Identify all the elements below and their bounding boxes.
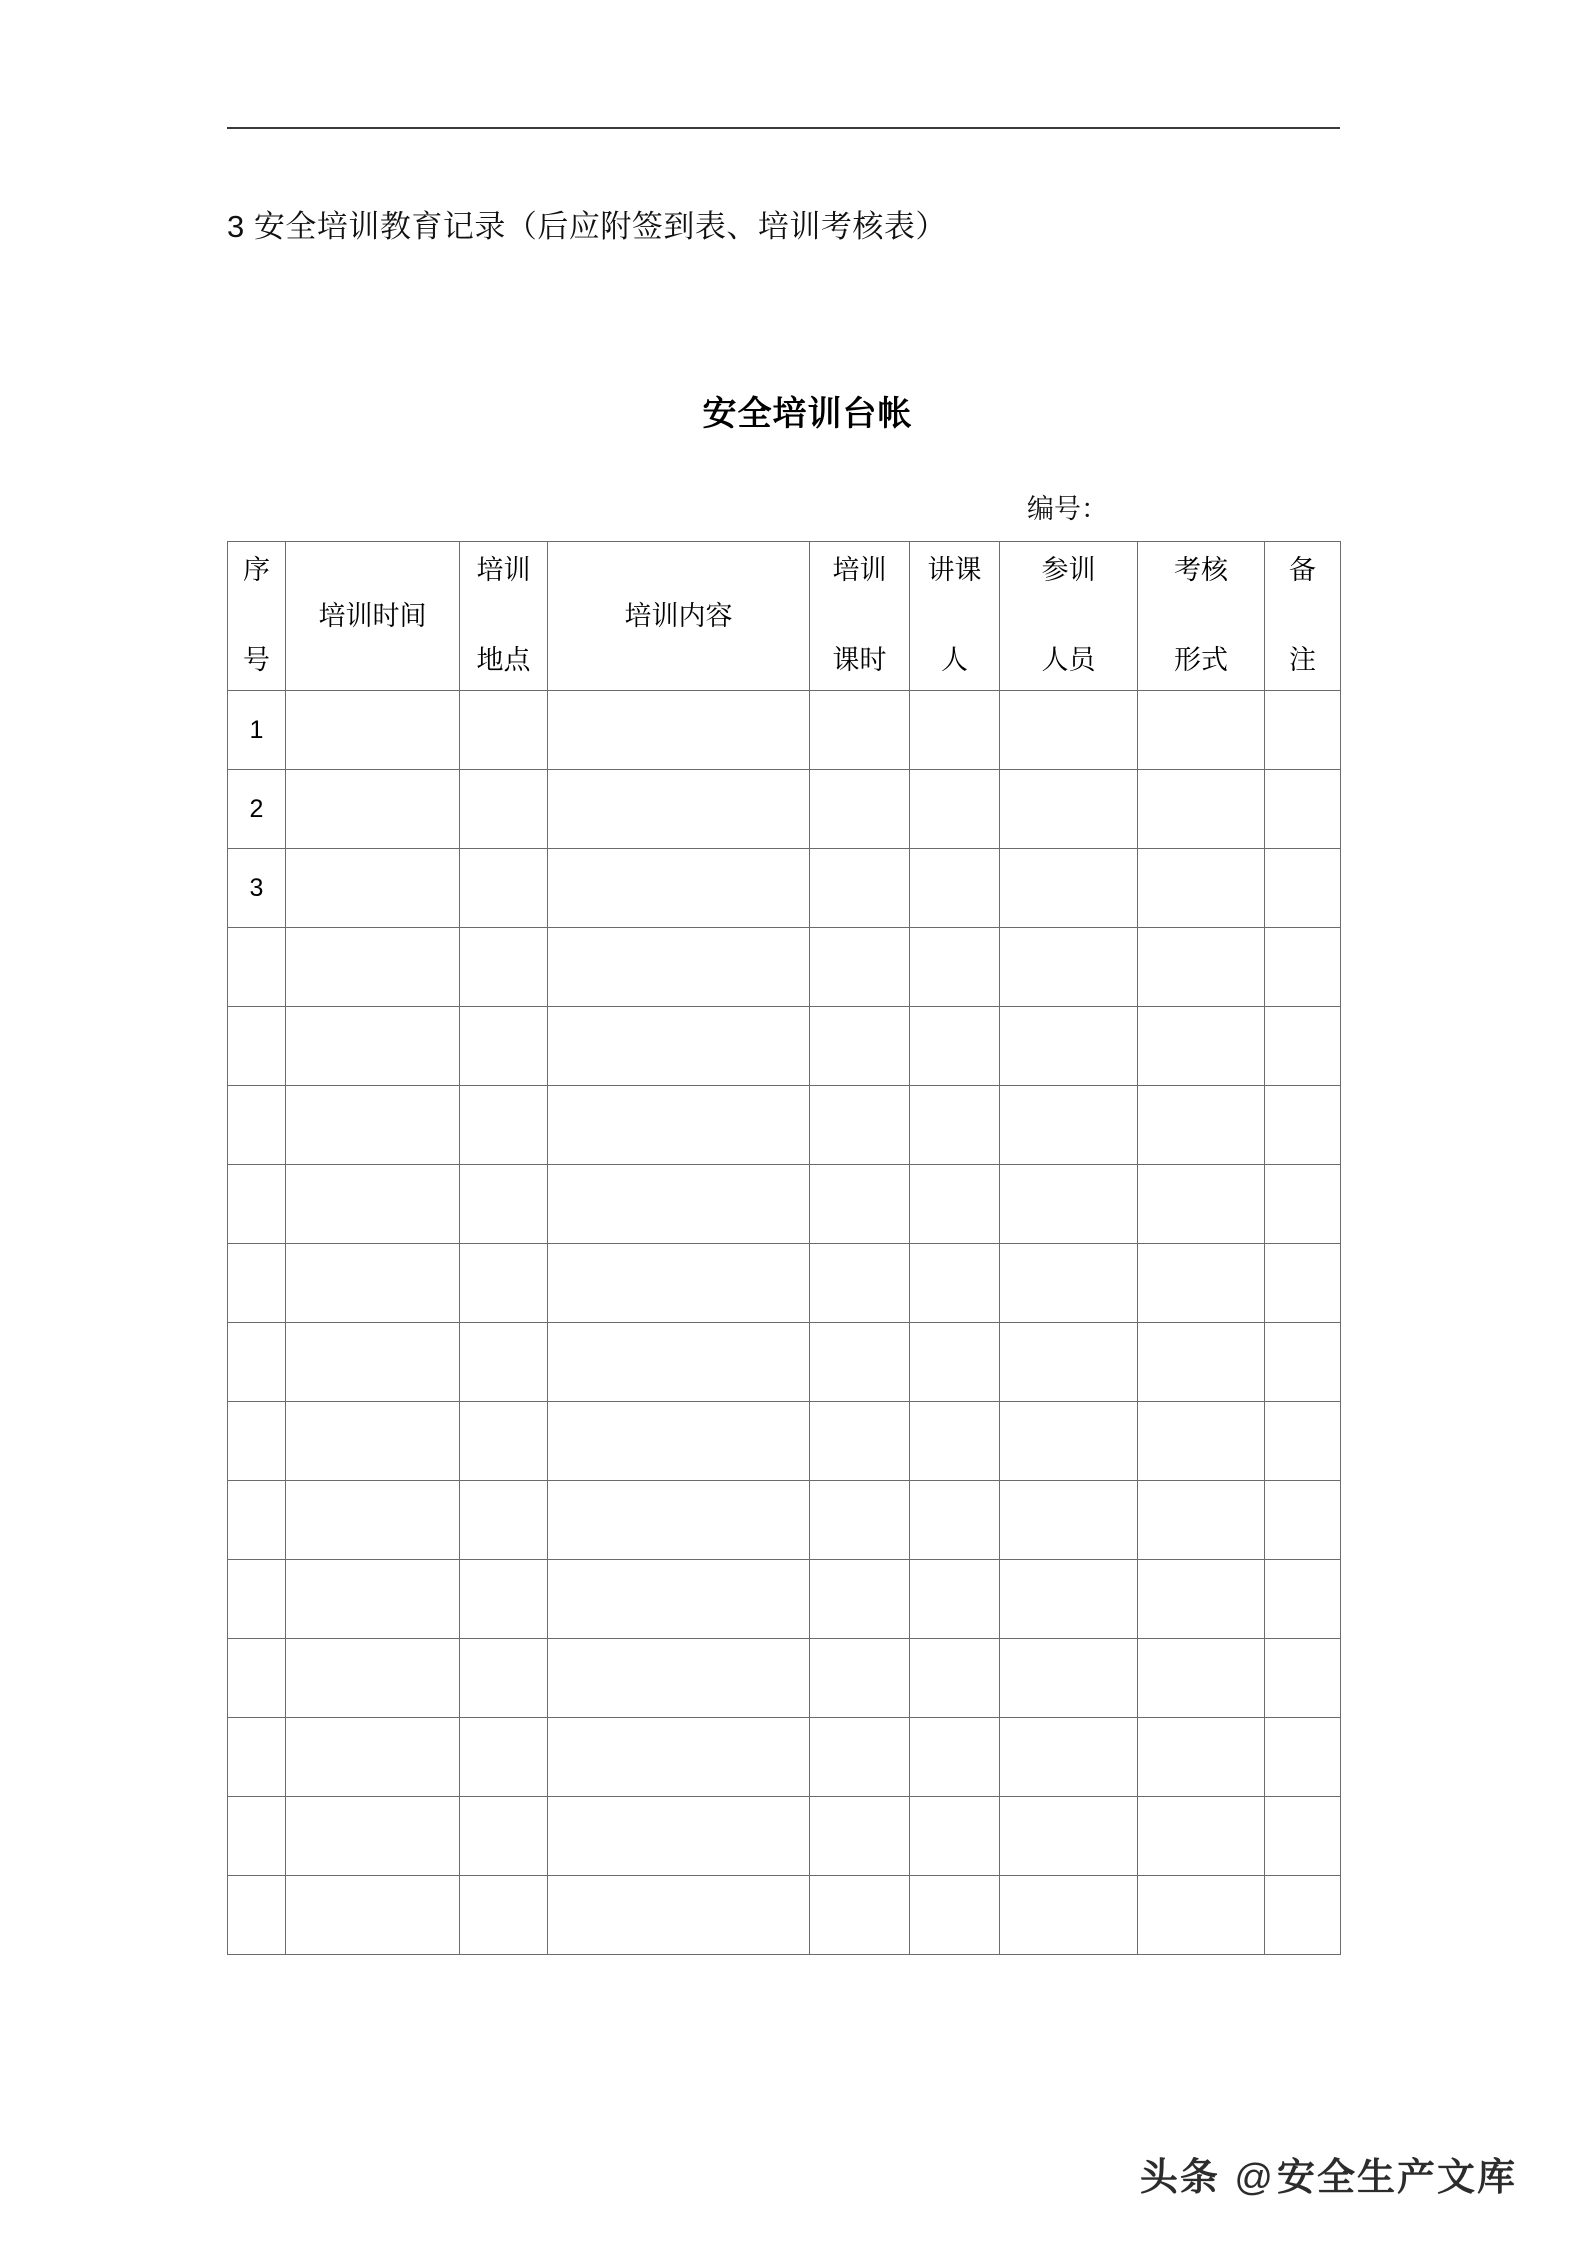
- header-line-hours-0: 培训: [832, 555, 887, 585]
- table-cell-exam[interactable]: [1138, 1560, 1265, 1639]
- table-cell-hours[interactable]: [810, 1402, 910, 1481]
- table-cell-place[interactable]: [460, 1560, 548, 1639]
- table-cell-seq[interactable]: [228, 928, 286, 1007]
- table-row: [228, 1560, 1341, 1639]
- table-cell-time[interactable]: [286, 1560, 460, 1639]
- header-line-hours-1: 课时: [832, 645, 887, 676]
- header-line-teacher-0: 讲课: [927, 555, 982, 585]
- training-ledger-table-wrapper: [227, 541, 1340, 1955]
- header-line-time-0: 培训时间: [318, 601, 427, 631]
- table-cell-hours[interactable]: [810, 1639, 910, 1718]
- table-cell-place[interactable]: [460, 1402, 548, 1481]
- table-cell-remark[interactable]: [1265, 691, 1341, 770]
- table-cell-teacher[interactable]: [910, 849, 1000, 928]
- table-cell-place[interactable]: [460, 928, 548, 1007]
- table-cell-exam[interactable]: [1138, 1876, 1265, 1955]
- table-row: [228, 770, 1341, 849]
- table-row: [228, 1086, 1341, 1165]
- document-title: [0, 386, 1587, 435]
- table-cell-seq[interactable]: [228, 1086, 286, 1165]
- table-cell-place[interactable]: [460, 1323, 548, 1402]
- table-cell-teacher[interactable]: [910, 1797, 1000, 1876]
- table-row: [228, 1402, 1341, 1481]
- table-header-cell-exam: [1138, 542, 1265, 691]
- table-cell-remark[interactable]: [1265, 928, 1341, 1007]
- header-line-seq-0: 序: [243, 555, 270, 585]
- table-cell-hours[interactable]: [810, 691, 910, 770]
- table-cell-remark[interactable]: [1265, 1560, 1341, 1639]
- table-cell-seq[interactable]: 1: [228, 691, 286, 770]
- table-cell-teacher[interactable]: [910, 691, 1000, 770]
- table-cell-hours[interactable]: [810, 1560, 910, 1639]
- table-cell-trainees[interactable]: [1000, 1086, 1138, 1165]
- table-cell-exam[interactable]: [1138, 1639, 1265, 1718]
- table-cell-place[interactable]: [460, 1165, 548, 1244]
- table-cell-seq[interactable]: [228, 1639, 286, 1718]
- table-cell-place[interactable]: [460, 1086, 548, 1165]
- header-line-exam-1: 形式: [1174, 645, 1228, 676]
- table-cell-time[interactable]: [286, 691, 460, 770]
- table-cell-exam[interactable]: [1138, 1244, 1265, 1323]
- table-cell-teacher[interactable]: [910, 1323, 1000, 1402]
- table-cell-exam[interactable]: [1138, 849, 1265, 928]
- table-header-cell-time: [286, 542, 460, 691]
- table-cell-content[interactable]: [548, 1086, 810, 1165]
- table-cell-hours[interactable]: [810, 1244, 910, 1323]
- table-cell-remark[interactable]: [1265, 1165, 1341, 1244]
- document-title-text: 安全培训台帐: [702, 395, 913, 433]
- table-cell-exam[interactable]: [1138, 691, 1265, 770]
- table-cell-hours[interactable]: [810, 1086, 910, 1165]
- table-cell-seq[interactable]: 3: [228, 849, 286, 928]
- header-line-place-1: 地点: [476, 645, 531, 676]
- table-cell-trainees[interactable]: [1000, 1007, 1138, 1086]
- table-cell-remark[interactable]: [1265, 1481, 1341, 1560]
- header-line-trainees-0: 参训: [1041, 555, 1096, 585]
- table-cell-trainees[interactable]: [1000, 1165, 1138, 1244]
- table-cell-trainees[interactable]: [1000, 1481, 1138, 1560]
- table-header-cell-seq: [228, 542, 286, 691]
- table-cell-content[interactable]: [548, 1323, 810, 1402]
- table-cell-time[interactable]: [286, 849, 460, 928]
- table-cell-trainees[interactable]: [1000, 1244, 1138, 1323]
- table-cell-time[interactable]: [286, 1244, 460, 1323]
- header-line-remark-1: 注: [1289, 645, 1316, 676]
- header-stack-exam: [1138, 550, 1264, 682]
- table-cell-time[interactable]: [286, 1402, 460, 1481]
- table-cell-place[interactable]: [460, 1797, 548, 1876]
- table-cell-content[interactable]: [548, 928, 810, 1007]
- table-cell-exam[interactable]: [1138, 928, 1265, 1007]
- table-cell-teacher[interactable]: [910, 1244, 1000, 1323]
- table-cell-content[interactable]: [548, 1560, 810, 1639]
- table-cell-seq[interactable]: [228, 1797, 286, 1876]
- table-row: [228, 1639, 1341, 1718]
- table-cell-teacher[interactable]: [910, 1165, 1000, 1244]
- table-cell-hours[interactable]: [810, 1481, 910, 1560]
- table-cell-trainees[interactable]: [1000, 1718, 1138, 1797]
- table-cell-remark[interactable]: [1265, 1797, 1341, 1876]
- table-cell-content[interactable]: [548, 1797, 810, 1876]
- header-line-trainees-1: 人员: [1041, 645, 1096, 676]
- table-row: [228, 1007, 1341, 1086]
- table-cell-time[interactable]: [286, 1323, 460, 1402]
- header-line-teacher-1: 人: [941, 645, 968, 676]
- table-cell-hours[interactable]: [810, 1323, 910, 1402]
- table-cell-trainees[interactable]: [1000, 1876, 1138, 1955]
- table-cell-seq[interactable]: [228, 1402, 286, 1481]
- table-cell-exam[interactable]: [1138, 1481, 1265, 1560]
- table-cell-time[interactable]: [286, 1718, 460, 1797]
- table-body: [228, 691, 1341, 1955]
- table-row: [228, 1876, 1341, 1955]
- table-cell-hours[interactable]: [810, 1718, 910, 1797]
- table-cell-teacher[interactable]: [910, 1007, 1000, 1086]
- table-cell-content[interactable]: [548, 849, 810, 928]
- table-cell-trainees[interactable]: [1000, 849, 1138, 928]
- table-cell-exam[interactable]: [1138, 1007, 1265, 1086]
- table-header: [228, 542, 1341, 691]
- header-line-exam-0: 考核: [1174, 555, 1228, 585]
- table-cell-place[interactable]: [460, 691, 548, 770]
- table-header-cell-hours: [810, 542, 910, 691]
- table-cell-exam[interactable]: [1138, 1718, 1265, 1797]
- table-cell-trainees[interactable]: [1000, 1639, 1138, 1718]
- header-line-seq-1: 号: [243, 645, 270, 676]
- table-row: [228, 691, 1341, 770]
- table-cell-time[interactable]: [286, 1797, 460, 1876]
- watermark-prefix: 头条: [1139, 2157, 1220, 2199]
- table-cell-trainees[interactable]: [1000, 1560, 1138, 1639]
- table-cell-time[interactable]: [286, 1086, 460, 1165]
- table-cell-seq[interactable]: [228, 1560, 286, 1639]
- table-cell-hours[interactable]: [810, 849, 910, 928]
- table-cell-teacher[interactable]: [910, 1402, 1000, 1481]
- table-cell-teacher[interactable]: [910, 1639, 1000, 1718]
- table-cell-seq[interactable]: [228, 1718, 286, 1797]
- table-header-cell-place: [460, 542, 548, 691]
- table-cell-remark[interactable]: [1265, 1086, 1341, 1165]
- section-heading: 3 安全培训教育记录（后应附签到表、培训考核表）: [227, 209, 947, 244]
- table-cell-content[interactable]: [548, 1007, 810, 1086]
- table-cell-trainees[interactable]: [1000, 1402, 1138, 1481]
- table-cell-place[interactable]: [460, 1876, 548, 1955]
- table-cell-remark[interactable]: [1265, 1639, 1341, 1718]
- table-header-cell-trainees: [1000, 542, 1138, 691]
- table-cell-remark[interactable]: [1265, 1876, 1341, 1955]
- table-row: [228, 849, 1341, 928]
- table-cell-exam[interactable]: [1138, 1323, 1265, 1402]
- table-cell-teacher[interactable]: [910, 1086, 1000, 1165]
- table-header-row: [228, 542, 1341, 691]
- table-cell-trainees[interactable]: [1000, 1323, 1138, 1402]
- table-cell-place[interactable]: [460, 1007, 548, 1086]
- table-cell-remark[interactable]: [1265, 770, 1341, 849]
- table-cell-content[interactable]: [548, 1165, 810, 1244]
- table-cell-exam[interactable]: [1138, 1086, 1265, 1165]
- table-cell-content[interactable]: [548, 1402, 810, 1481]
- table-cell-time[interactable]: [286, 770, 460, 849]
- table-cell-exam[interactable]: [1138, 1402, 1265, 1481]
- table-cell-exam[interactable]: [1138, 1797, 1265, 1876]
- table-cell-teacher[interactable]: [910, 770, 1000, 849]
- table-cell-remark[interactable]: [1265, 1718, 1341, 1797]
- table-cell-hours[interactable]: [810, 1165, 910, 1244]
- table-cell-place[interactable]: [460, 849, 548, 928]
- table-cell-content[interactable]: [548, 691, 810, 770]
- table-cell-content[interactable]: [548, 1876, 810, 1955]
- table-cell-time[interactable]: [286, 928, 460, 1007]
- table-cell-content[interactable]: [548, 770, 810, 849]
- table-cell-content[interactable]: [548, 1639, 810, 1718]
- header-stack-teacher: [910, 550, 999, 682]
- table-cell-content[interactable]: [548, 1481, 810, 1560]
- table-cell-remark[interactable]: [1265, 1007, 1341, 1086]
- training-ledger-table: [227, 541, 1341, 1955]
- watermark-at-symbol: @: [1234, 2157, 1275, 2199]
- table-cell-teacher[interactable]: [910, 1718, 1000, 1797]
- table-header-cell-content: [548, 542, 810, 691]
- table-cell-remark[interactable]: [1265, 1244, 1341, 1323]
- table-cell-trainees[interactable]: [1000, 1797, 1138, 1876]
- table-header-cell-remark: [1265, 542, 1341, 691]
- table-cell-seq[interactable]: [228, 1481, 286, 1560]
- header-stack-seq: [228, 550, 285, 682]
- table-header-cell-teacher: [910, 542, 1000, 691]
- table-cell-hours[interactable]: [810, 1797, 910, 1876]
- table-cell-hours[interactable]: [810, 928, 910, 1007]
- table-row: [228, 1165, 1341, 1244]
- table-cell-hours[interactable]: [810, 1876, 910, 1955]
- header-line-content-0: 培训内容: [624, 601, 733, 631]
- table-cell-teacher[interactable]: [910, 1481, 1000, 1560]
- table-cell-trainees[interactable]: [1000, 691, 1138, 770]
- table-cell-place[interactable]: [460, 1481, 548, 1560]
- serial-number-label: 编号：: [1027, 494, 1108, 524]
- table-cell-place[interactable]: [460, 1718, 548, 1797]
- table-cell-trainees[interactable]: [1000, 770, 1138, 849]
- table-cell-exam[interactable]: [1138, 770, 1265, 849]
- table-cell-content[interactable]: [548, 1244, 810, 1323]
- table-cell-time[interactable]: [286, 1639, 460, 1718]
- table-cell-seq[interactable]: [228, 1165, 286, 1244]
- table-row: [228, 1797, 1341, 1876]
- table-cell-time[interactable]: [286, 1165, 460, 1244]
- table-cell-seq[interactable]: [228, 1323, 286, 1402]
- table-cell-exam[interactable]: [1138, 1165, 1265, 1244]
- table-cell-teacher[interactable]: [910, 1560, 1000, 1639]
- header-line-remark-0: 备: [1289, 555, 1316, 585]
- table-cell-place[interactable]: [460, 1639, 548, 1718]
- table-row: [228, 1481, 1341, 1560]
- header-stack-hours: [810, 550, 909, 682]
- header-stack-place: [460, 550, 547, 682]
- header-line-place-0: 培训: [476, 555, 531, 585]
- table-cell-teacher[interactable]: [910, 928, 1000, 1007]
- table-cell-teacher[interactable]: [910, 1876, 1000, 1955]
- table-cell-place[interactable]: [460, 770, 548, 849]
- table-cell-time[interactable]: [286, 1876, 460, 1955]
- table-cell-remark[interactable]: [1265, 1323, 1341, 1402]
- header-stack-trainees: [1000, 550, 1137, 682]
- table-cell-remark[interactable]: [1265, 849, 1341, 928]
- table-cell-place[interactable]: [460, 1244, 548, 1323]
- table-cell-remark[interactable]: [1265, 1402, 1341, 1481]
- table-row: [228, 1718, 1341, 1797]
- table-cell-seq[interactable]: [228, 1876, 286, 1955]
- table-cell-hours[interactable]: [810, 1007, 910, 1086]
- watermark-source: 安全生产文库: [1276, 2157, 1517, 2199]
- table-cell-seq[interactable]: 2: [228, 770, 286, 849]
- table-cell-trainees[interactable]: [1000, 928, 1138, 1007]
- table-row: [228, 928, 1341, 1007]
- table-cell-time[interactable]: [286, 1007, 460, 1086]
- table-row: [228, 1244, 1341, 1323]
- table-cell-seq[interactable]: [228, 1244, 286, 1323]
- table-cell-seq[interactable]: [228, 1007, 286, 1086]
- header-stack-remark: [1265, 550, 1340, 682]
- header-rule: [227, 127, 1340, 129]
- table-cell-time[interactable]: [286, 1481, 460, 1560]
- table-cell-content[interactable]: [548, 1718, 810, 1797]
- table-cell-hours[interactable]: [810, 770, 910, 849]
- table-row: [228, 1323, 1341, 1402]
- site-watermark: [1140, 2146, 1517, 2201]
